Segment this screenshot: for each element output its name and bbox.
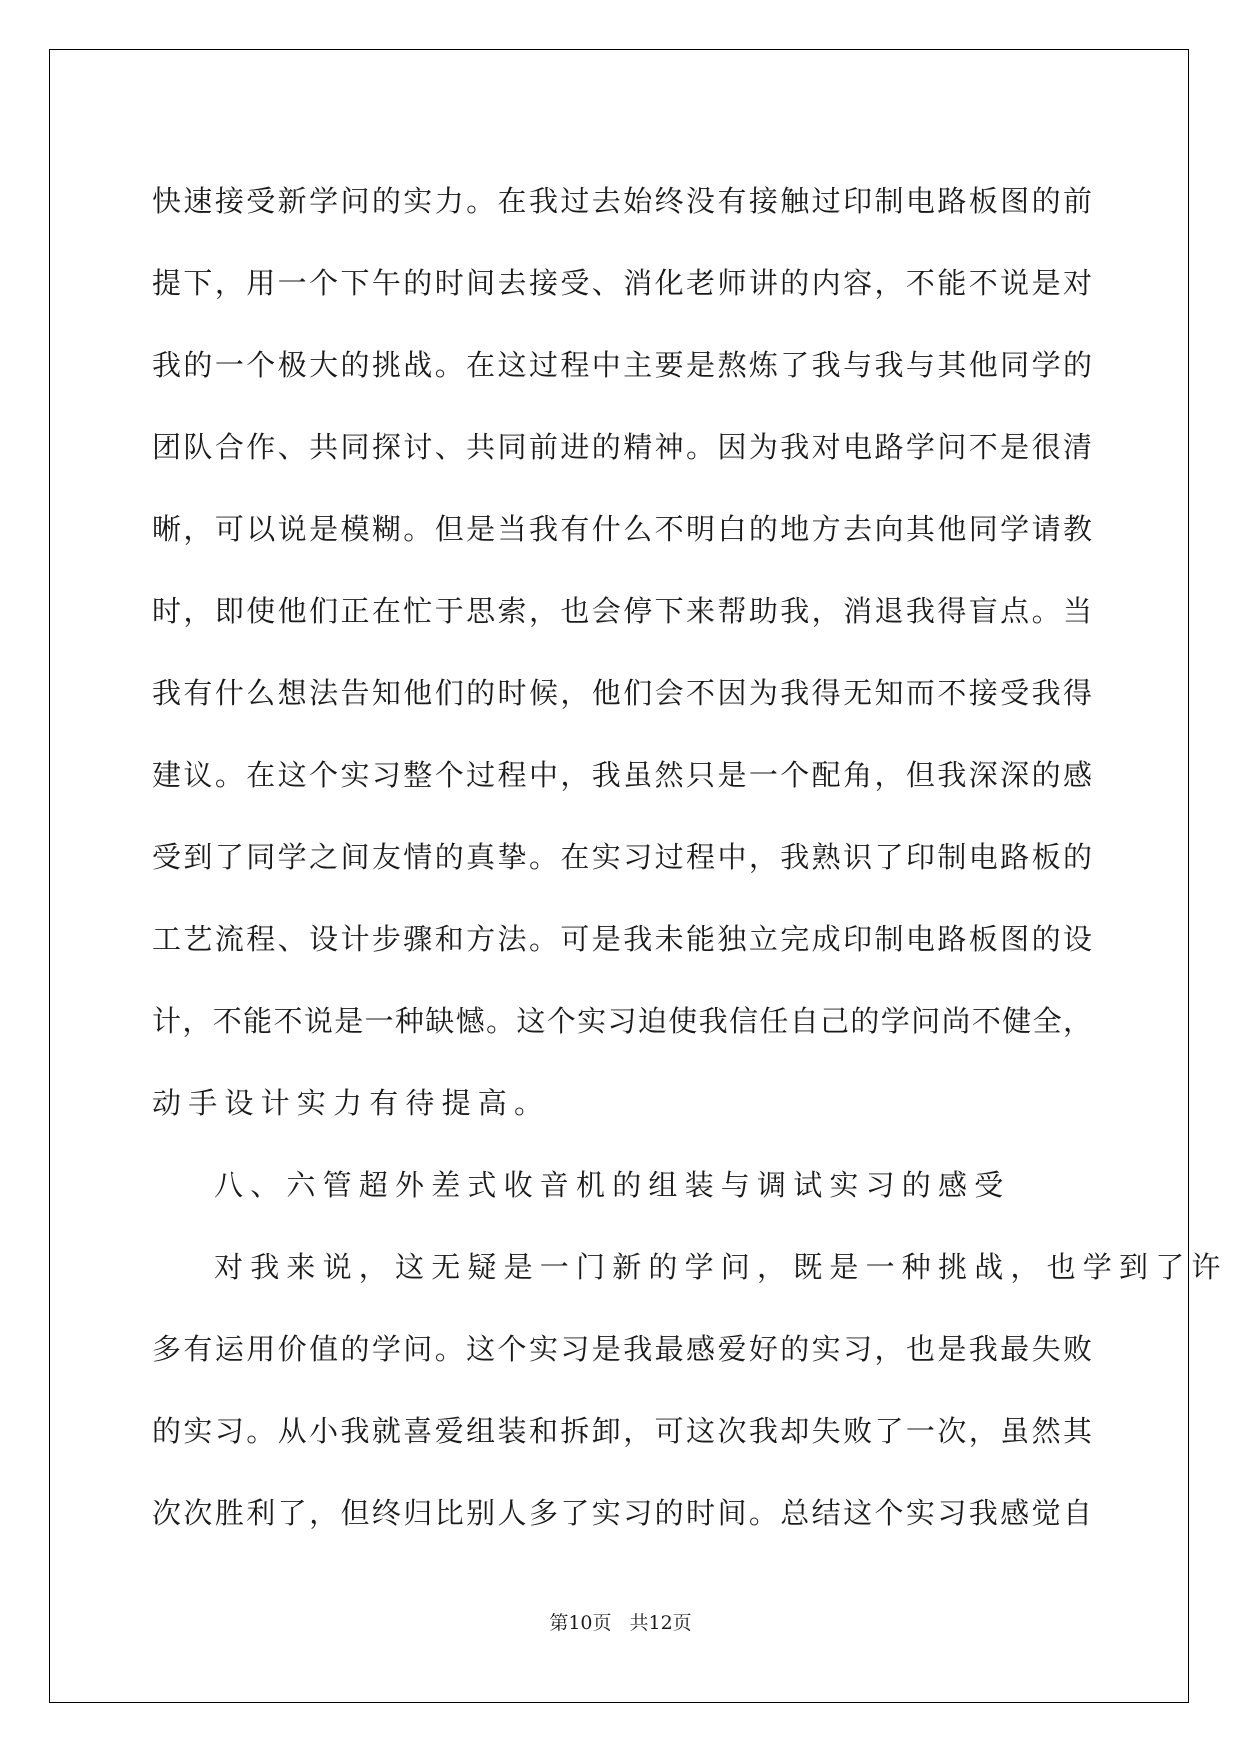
page-footer (0, 1608, 1241, 1635)
text-line: 工艺流程、设计步骤和方法。可是我未能独立完成印制电路板图的设 (152, 922, 1092, 956)
text-line: 我的一个极大的挑战。在这过程中主要是熬炼了我与我与其他同学的 (152, 348, 1092, 382)
text-line: 建议。在这个实习整个过程中，我虽然只是一个配角，但我深深的感 (152, 758, 1092, 792)
section-heading: 八、六管超外差式收音机的组装与调试实习的感受 (214, 1168, 1011, 1202)
text-line: 提下，用一个下午的时间去接受、消化老师讲的内容，不能不说是对 (152, 266, 1092, 300)
page-total: 共12页 (629, 1612, 692, 1634)
text-line: 对我来说，这无疑是一门新的学问，既是一种挑战，也学到了许 (214, 1250, 1228, 1284)
text-line: 多有运用价值的学问。这个实习是我最感爱好的实习，也是我最失败 (152, 1332, 1092, 1366)
text-line: 晰，可以说是模糊。但是当我有什么不明白的地方去向其他同学请教 (152, 512, 1092, 546)
text-line: 计，不能不说是一种缺憾。这个实习迫使我信任自己的学问尚不健全， (152, 1004, 1092, 1038)
text-line: 我有什么想法告知他们的时候，他们会不因为我得无知而不接受我得 (152, 676, 1092, 710)
text-line: 快速接受新学问的实力。在我过去始终没有接触过印制电路板图的前 (152, 184, 1092, 218)
text-line: 次次胜利了，但终归比别人多了实习的时间。总结这个实习我感觉自 (152, 1496, 1092, 1530)
text-line: 时，即使他们正在忙于思索，也会停下来帮助我，消退我得盲点。当 (152, 594, 1092, 628)
page-number: 第10页 (549, 1612, 612, 1634)
text-line: 受到了同学之间友情的真挚。在实习过程中，我熟识了印制电路板的 (152, 840, 1092, 874)
text-line: 动手设计实力有待提高。 (152, 1086, 551, 1120)
text-line: 团队合作、共同探讨、共同前进的精神。因为我对电路学问不是很清 (152, 430, 1092, 464)
text-line: 的实习。从小我就喜爱组装和拆卸，可这次我却失败了一次，虽然其 (152, 1414, 1092, 1448)
document-body (152, 160, 1228, 1554)
